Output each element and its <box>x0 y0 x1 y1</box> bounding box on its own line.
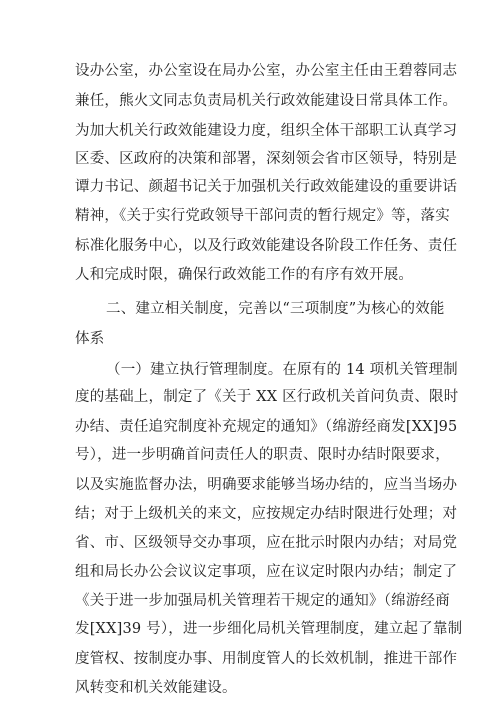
text-line: 办结、责任追究制度补充规定的通知》（绵游经商发[XX]95 <box>75 419 458 435</box>
text-line: 设办公室，办公室设在局办公室，办公室主任由王碧蓉同志 <box>75 63 458 79</box>
text-line: 号），进一步明确首问责任人的职责、限时办结时限要求， <box>75 447 450 463</box>
text-line: 精神，《关于实行党政领导干部问责的暂行规定》等，落实 <box>75 208 450 224</box>
subsection-heading-line: （一）建立执行管理制度。在原有的 14 项机关管理制 <box>106 362 458 378</box>
text-line: 以及实施监督办法，明确要求能够当场办结的，应当当场办 <box>75 477 458 493</box>
text-line: 度的基础上，制定了《关于 XX 区行政机关首问负责、限时 <box>75 389 459 405</box>
text-line: 省、市、区级领导交办事项，应在批示时限内办结；对局党 <box>75 535 458 551</box>
text-line: 谭力书记、颜超书记关于加强机关行政效能建设的重要讲话 <box>75 179 458 195</box>
text-line: 兼任，熊火文同志负责局机关行政效能建设日常具体工作。 <box>75 93 458 109</box>
text-line: 组和局长办公会议议定事项，应在议定时限内办结；制定了 <box>75 564 458 580</box>
text-line: 发[XX]39 号），进一步细化局机关管理制度，建立起了靠制 <box>75 621 463 637</box>
text-line: 风转变和机关效能建设。 <box>75 680 237 696</box>
text-line: 标准化服务中心，以及行政效能建设各阶段工作任务、责任 <box>75 238 458 254</box>
section-heading-continuation: 体系 <box>75 331 105 347</box>
text-line: 区委、区政府的决策和部署，深刻领会省市区领导，特别是 <box>75 151 458 167</box>
text-line: 人和完成时限，确保行政效能工作的有序有效开展。 <box>75 267 414 283</box>
text-line: 结；对于上级机关的来文，应按规定办结时限进行处理；对 <box>75 506 458 522</box>
section-heading: 二、建立相关制度，完善以“三项制度”为核心的效能 <box>106 301 445 317</box>
text-line: 为加大机关行政效能建设力度，组织全体干部职工认真学习 <box>75 123 458 139</box>
text-line: 度管权、按制度办事、用制度管人的长效机制，推进干部作 <box>75 651 458 667</box>
text-line: 《关于进一步加强局机关管理若干规定的通知》（绵游经商 <box>75 593 450 609</box>
